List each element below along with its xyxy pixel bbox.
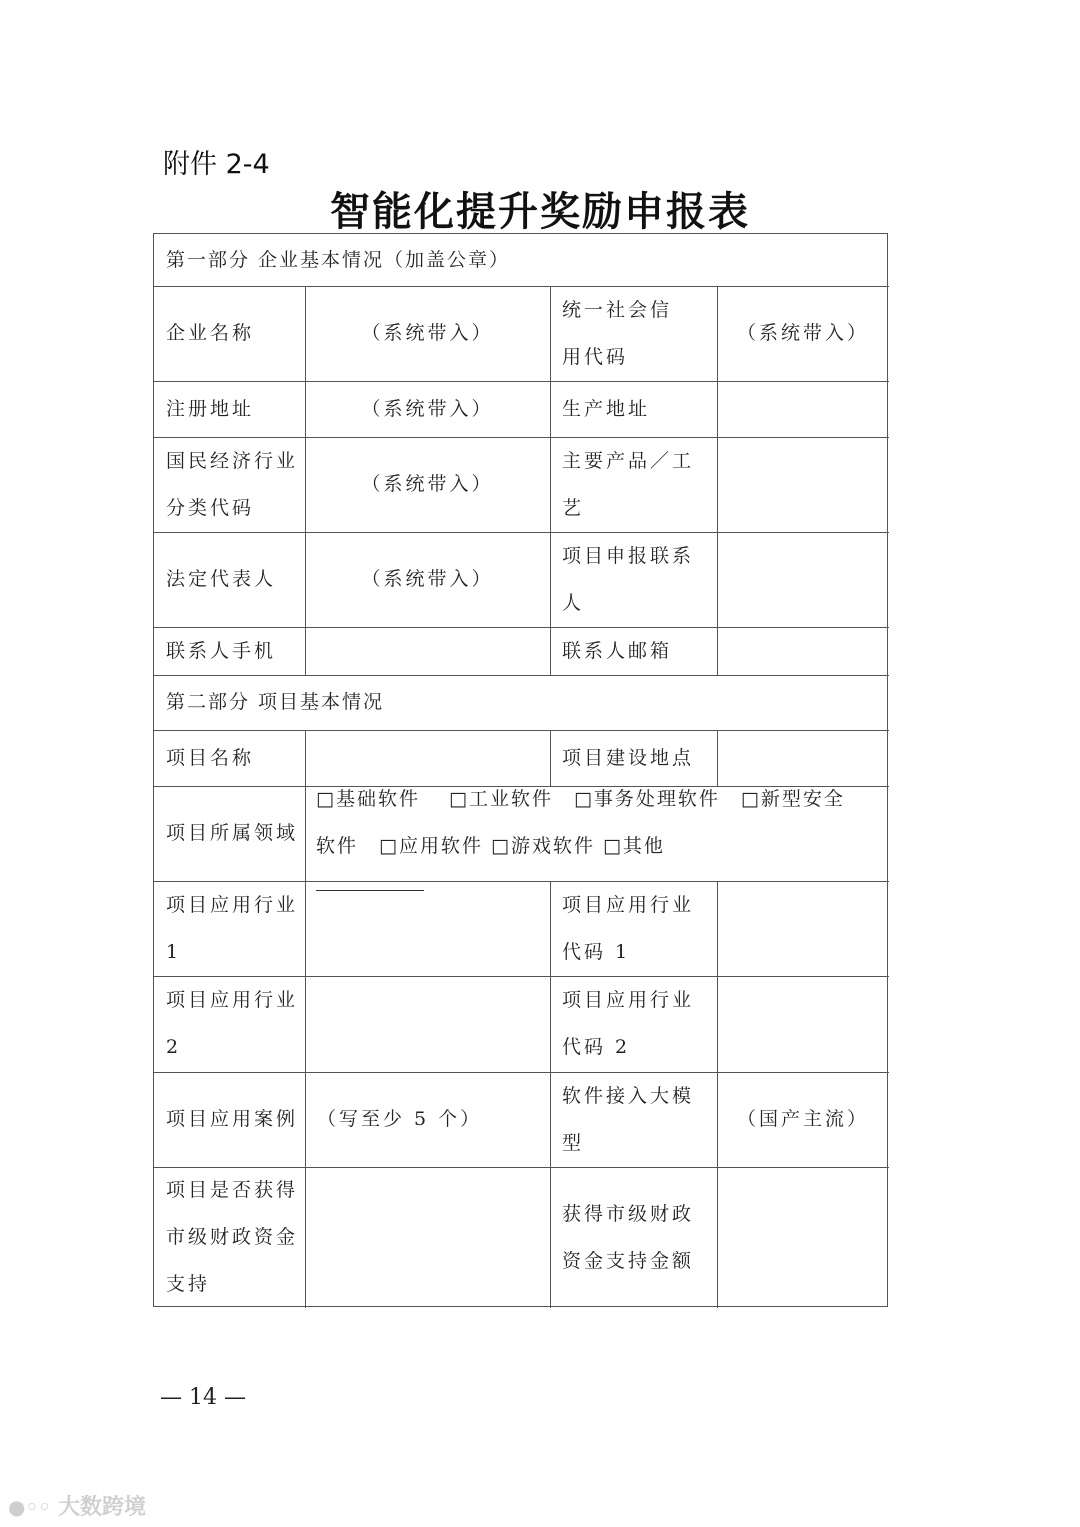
domain-options-line1[interactable]: □基础软件 □工业软件 □事务处理软件 □新型安全 (316, 788, 845, 810)
label-company-name: 企业名称 (166, 322, 255, 344)
field-application-cases[interactable]: （写至少 5 个） (317, 1108, 483, 1130)
label-funding-amount: 获得市级财政 资金支持金额 (562, 1202, 695, 1272)
field-project-contact[interactable] (717, 532, 889, 627)
label-project-contact: 项目申报联系人 (562, 544, 695, 614)
page-number: — 14 — (160, 1385, 246, 1410)
label-application-cases: 项目应用案例 (166, 1108, 299, 1130)
domain-options-line2[interactable]: 软件 □应用软件 □游戏软件 □其他 (316, 835, 665, 857)
attachment-label: 附件 2-4 (163, 149, 270, 180)
page-title: 智能化提升奖励申报表 (330, 189, 750, 235)
domain-checkbox-group[interactable] (316, 786, 886, 881)
section-header-part1: 第一部分 企业基本情况（加盖公章） (166, 248, 511, 271)
label-contact-phone: 联系人手机 (166, 639, 277, 662)
field-industry-1[interactable] (305, 881, 550, 976)
label-legal-rep: 法定代表人 (166, 568, 277, 590)
label-registered-address: 注册地址 (166, 397, 255, 420)
field-main-product[interactable] (717, 437, 889, 532)
field-industry-code-1[interactable] (717, 881, 889, 976)
field-industry-2[interactable] (305, 976, 550, 1072)
label-industry-code-1: 项目应用行业 代码 1 (562, 893, 695, 963)
label-llm-access: 软件接入大模 型 (562, 1084, 695, 1154)
label-project-site: 项目建设地点 (562, 746, 695, 769)
watermark: ●◦◦ 大数跨境 (8, 1495, 146, 1520)
application-form-table (153, 233, 888, 1307)
field-funding-amount[interactable] (717, 1167, 889, 1308)
field-contact-phone[interactable] (305, 627, 550, 675)
label-project-name: 项目名称 (166, 746, 255, 769)
field-legal-rep[interactable]: （系统带入） (361, 568, 494, 590)
watermark-logo-icon: ●◦◦ (8, 1495, 58, 1519)
field-industry-code[interactable]: （系统带入） (361, 473, 494, 495)
label-industry-code-2: 项目应用行业 代码 2 (562, 989, 695, 1058)
field-municipal-funding[interactable] (305, 1167, 550, 1308)
field-company-name[interactable]: （系统带入） (361, 322, 494, 344)
section-header-part2: 第二部分 项目基本情况 (166, 691, 385, 713)
label-production-address: 生产地址 (562, 397, 651, 420)
label-industry-1: 项目应用行业 1 (166, 893, 299, 963)
field-credit-code[interactable]: （系统带入） (736, 322, 869, 344)
label-contact-email: 联系人邮箱 (562, 639, 673, 662)
label-project-domain: 项目所属领域 (166, 822, 299, 844)
field-llm-access[interactable]: （国产主流） (736, 1108, 869, 1130)
label-main-product: 主要产品／工艺 (562, 449, 695, 519)
label-industry-code: 国民经济行业分类代码 (166, 449, 299, 519)
field-contact-email[interactable] (717, 627, 889, 675)
field-production-address[interactable] (717, 381, 889, 437)
label-credit-code: 统一社会信用代码 (562, 298, 673, 368)
label-industry-2: 项目应用行业 2 (166, 989, 299, 1058)
label-municipal-funding: 项目是否获得 市级财政资金 支持 (166, 1179, 299, 1295)
field-registered-address[interactable]: （系统带入） (361, 397, 494, 420)
field-industry-code-2[interactable] (717, 976, 889, 1072)
